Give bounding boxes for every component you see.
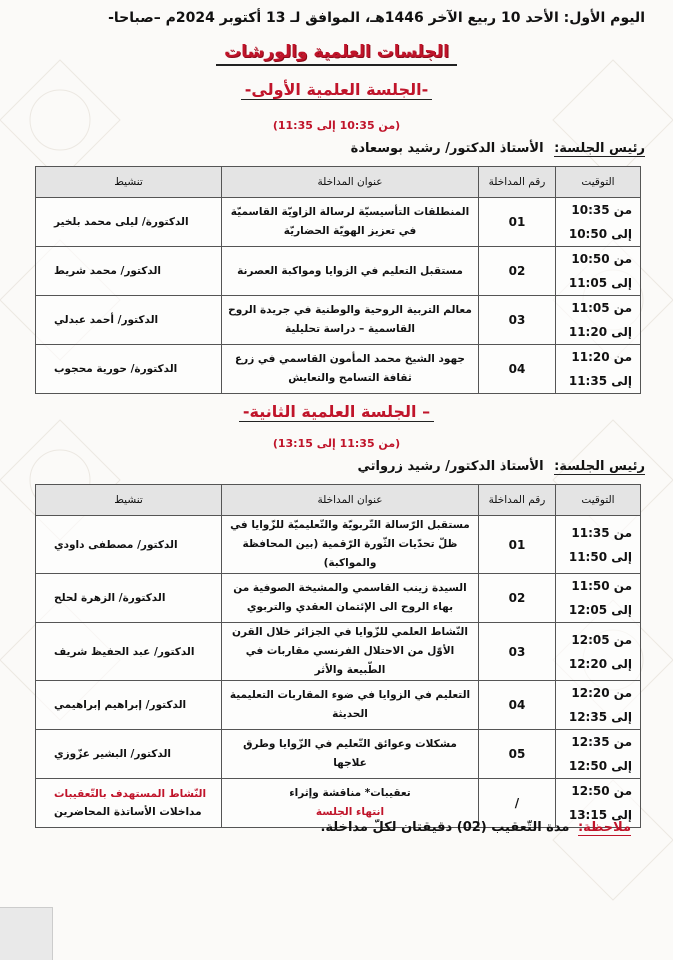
time-cell: من 10:50 إلى 11:05	[556, 247, 641, 296]
note	[320, 820, 631, 835]
moderator-cell: الدكتور/ البشير عزّوزي	[36, 730, 222, 779]
title-cell: مستقبل الرّسالة التّربويّة والتّعليميّة للزّوايا في ظلّ تحدّيات الثّورة الرّقمية (بين المحافظة والمواكبة)	[222, 516, 479, 574]
session1-title: -الجلسة العلمية الأولى-	[0, 80, 673, 99]
number-cell: 01	[479, 516, 556, 574]
table-row	[36, 681, 641, 730]
moderator-cell: الدكتور/ عبد الحفيظ شريف	[36, 623, 222, 681]
col-moderator: تنشيط	[36, 167, 222, 198]
time-cell: من 12:35 إلى 12:50	[556, 730, 641, 779]
number-cell: 05	[479, 730, 556, 779]
time-cell: من 11:50 إلى 12:05	[556, 574, 641, 623]
number-cell: 03	[479, 623, 556, 681]
number-cell: 02	[479, 247, 556, 296]
session2-table	[35, 484, 641, 828]
col-time: التوقيت	[556, 485, 641, 516]
col-time: التوقيت	[556, 167, 641, 198]
table-row	[36, 574, 641, 623]
title-cell: جهود الشيخ محمد المأمون القاسمي في زرع ثقافة التسامح والتعايش	[222, 345, 479, 394]
number-cell: 04	[479, 345, 556, 394]
time-cell: من 11:35 إلى 11:50	[556, 516, 641, 574]
main-title: الجلسات العلمية والورشات	[0, 42, 673, 62]
session2-time-range: (من 11:35 إلى 13:15)	[272, 437, 401, 450]
col-title: عنوان المداخلة	[222, 167, 479, 198]
title-cell: مشكلات وعوائق التّعليم في الزّوايا وطرق علاجها	[222, 730, 479, 779]
session1-time-range: (من 10:35 إلى 11:35)	[272, 119, 401, 132]
discussion-label: تعقيبات* مناقشة وإثراء	[289, 787, 411, 799]
time-cell: من 12:05 إلى 12:20	[556, 623, 641, 681]
target-activity-label: النّشاط المستهدف بالتّعقيبات	[54, 788, 207, 800]
table-row	[36, 198, 641, 247]
chair-label: رئيس الجلسة:	[554, 459, 645, 474]
moderator-cell	[36, 779, 222, 828]
session1-chair	[351, 141, 645, 156]
time-cell: من 11:20 إلى 11:35	[556, 345, 641, 394]
moderator-cell: الدكتورة/ حورية محجوب	[36, 345, 222, 394]
moderator-cell: الدكتورة/ ليلى محمد بلخير	[36, 198, 222, 247]
table-row	[36, 516, 641, 574]
session1-table	[35, 166, 641, 394]
time-cell: من 12:50 إلى 13:15	[556, 779, 641, 828]
title-cell: السيدة زينب القاسمي والمشيخة الصوفية من بهاء الروح الى الإئتمان العقدي والتربوي	[222, 574, 479, 623]
chair-name: الأستاذ الدكتور/ رشيد بوسعادة	[350, 141, 544, 156]
title-cell: معالم التربية الروحية والوطنية في جريدة الروح القاسمية – دراسة تحليلية	[222, 296, 479, 345]
note-text: مدة التّعقيب (02) دقيقتان لكلّ مداخلة.	[320, 820, 570, 835]
col-title: عنوان المداخلة	[222, 485, 479, 516]
moderator-cell: الدكتور/ مصطفى داودي	[36, 516, 222, 574]
day-heading: اليوم الأول: الأحد 10 ربيع الآخر 1446هـ، الموافق لـ 13 أكتوبر 2024م –صباحا-	[108, 10, 645, 26]
table-header-row	[36, 485, 641, 516]
number-cell: /	[479, 779, 556, 828]
lecturers-interventions-label: مداخلات الأساتذة المحاضرين	[54, 806, 202, 818]
time-cell: من 12:20 إلى 12:35	[556, 681, 641, 730]
col-moderator: تنشيط	[36, 485, 222, 516]
session-end-label: انتهاء الجلسة	[315, 806, 385, 818]
title-cell: مستقبل التعليم في الزوايا ومواكبة العصرنة	[222, 247, 479, 296]
time-cell: من 10:35 إلى 10:50	[556, 198, 641, 247]
col-number: رقم المداخلة	[479, 167, 556, 198]
number-cell: 01	[479, 198, 556, 247]
table-row	[36, 296, 641, 345]
moderator-cell: الدكتورة/ الزهرة لحلح	[36, 574, 222, 623]
number-cell: 03	[479, 296, 556, 345]
session2-chair	[357, 459, 645, 474]
chair-name: الأستاذ الدكتور/ رشيد زرواتي	[357, 459, 544, 474]
number-cell: 02	[479, 574, 556, 623]
title-cell: التعليم في الزوايا في ضوء المقاربات التعليمية الحديثة	[222, 681, 479, 730]
number-cell: 04	[479, 681, 556, 730]
moderator-cell: الدكتور/ محمد شريط	[36, 247, 222, 296]
time-cell: من 11:05 إلى 11:20	[556, 296, 641, 345]
table-row	[36, 345, 641, 394]
col-number: رقم المداخلة	[479, 485, 556, 516]
chair-label: رئيس الجلسة:	[554, 141, 645, 156]
table-row	[36, 730, 641, 779]
note-label: ملاحظة:	[577, 820, 631, 835]
session2-title: – الجلسة العلمية الثانية-	[0, 402, 673, 421]
table-header-row	[36, 167, 641, 198]
table-row	[36, 623, 641, 681]
moderator-cell: الدكتور/ إبراهيم إبراهيمي	[36, 681, 222, 730]
title-cell: النّشاط العلمي للزّوايا في الجزائر خلال القرن الأوّل من الاحتلال الفرنسي مقاربات في الطّبيعة والأثر	[222, 623, 479, 681]
table-row	[36, 247, 641, 296]
page-corner-fold	[0, 907, 53, 960]
moderator-cell: الدكتور/ أحمد عبدلي	[36, 296, 222, 345]
title-cell: المنطلقات التأسيسيّة لرسالة الزاويّة القاسميّة في تعزيز الهويّة الحضاريّة	[222, 198, 479, 247]
